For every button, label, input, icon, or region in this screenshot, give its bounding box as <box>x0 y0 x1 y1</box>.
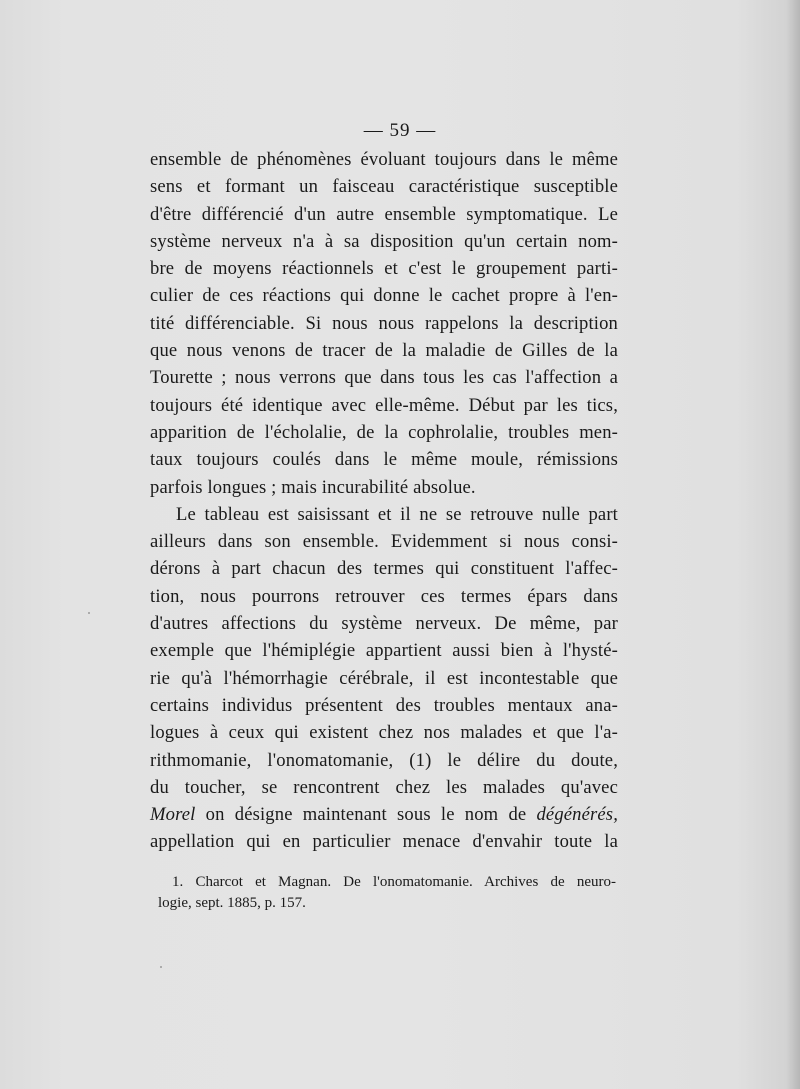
text-line: taux toujours coulés dans le même moule, rémissions <box>150 449 618 471</box>
text-line: logues à ceux qui existent chez nos malades et que l'a- <box>150 722 618 744</box>
text-line: que nous venons de tracer de la maladie de Gilles de la <box>150 340 618 362</box>
text-line: exemple que l'hémiplégie appartient aussi bien à l'hysté- <box>150 640 618 662</box>
paragraph-1 <box>150 146 618 501</box>
footnote-line: 1. Charcot et Magnan. De l'onomatomanie. Archives de neuro- <box>172 874 616 890</box>
text-line: bre de moyens réactionnels et c'est le groupement parti- <box>150 258 618 280</box>
page-number: — 59 — <box>363 120 437 141</box>
text-line: du toucher, se rencontrent chez les malades qu'avec <box>150 776 618 798</box>
italic-morel: Morel <box>150 804 196 826</box>
paper-speck <box>160 966 162 968</box>
text-line: toujours été identique avec elle-même. Début par les tics, <box>150 394 618 416</box>
text-line: ailleurs dans son ensemble. Evidemment si nous consi- <box>150 531 618 553</box>
text-line: appellation qui en particulier menace d'envahir toute la <box>150 831 618 853</box>
text-line: Le tableau est saisissant et il ne se retrouve nulle part <box>176 503 618 525</box>
footnote <box>158 872 616 914</box>
text-line: certains individus présentent des troubles mentaux ana- <box>150 694 618 716</box>
text-line: apparition de l'écholalie, de la cophrolalie, troubles men- <box>150 421 618 443</box>
text-line: tion, nous pourrons retrouver ces termes épars dans <box>150 585 618 607</box>
text-line: sens et formant un faisceau caractéristique susceptible <box>150 176 618 198</box>
text-line: rithmomanie, l'onomatomanie, (1) le délire du doute, <box>150 749 618 771</box>
text-line: parfois longues ; mais incurabilité absolue. <box>150 476 476 498</box>
text-line: culier de ces réactions qui donne le cachet propre à l'en- <box>150 285 618 307</box>
text-line: rie qu'à l'hémorrhagie cérébrale, il est incontestable que <box>150 667 618 689</box>
paper-speck <box>88 612 90 614</box>
text-line-morel <box>150 801 618 828</box>
footnote-line: logie, sept. 1885, p. 157. <box>158 895 306 911</box>
text-line: Tourette ; nous verrons que dans tous les cas l'affection a <box>150 367 618 389</box>
text-line: système nerveux n'a à sa disposition qu'un certain nom- <box>150 230 618 252</box>
italic-degeneres: dégénérés, <box>536 804 618 826</box>
text-line: dérons à part chacun des termes qui constituent l'affec- <box>150 558 618 580</box>
text-line: tité différenciable. Si nous nous rappelons la description <box>150 312 618 334</box>
text-line: d'autres affections du système nerveux. De même, par <box>150 613 618 635</box>
paragraph-2 <box>150 501 618 856</box>
text-line: d'être différencié d'un autre ensemble symptomatique. Le <box>150 203 618 225</box>
text-run: on désigne maintenant sous le nom de <box>195 804 537 826</box>
text-line: ensemble de phénomènes évoluant toujours dans le même <box>150 149 618 170</box>
body-text <box>150 146 618 856</box>
